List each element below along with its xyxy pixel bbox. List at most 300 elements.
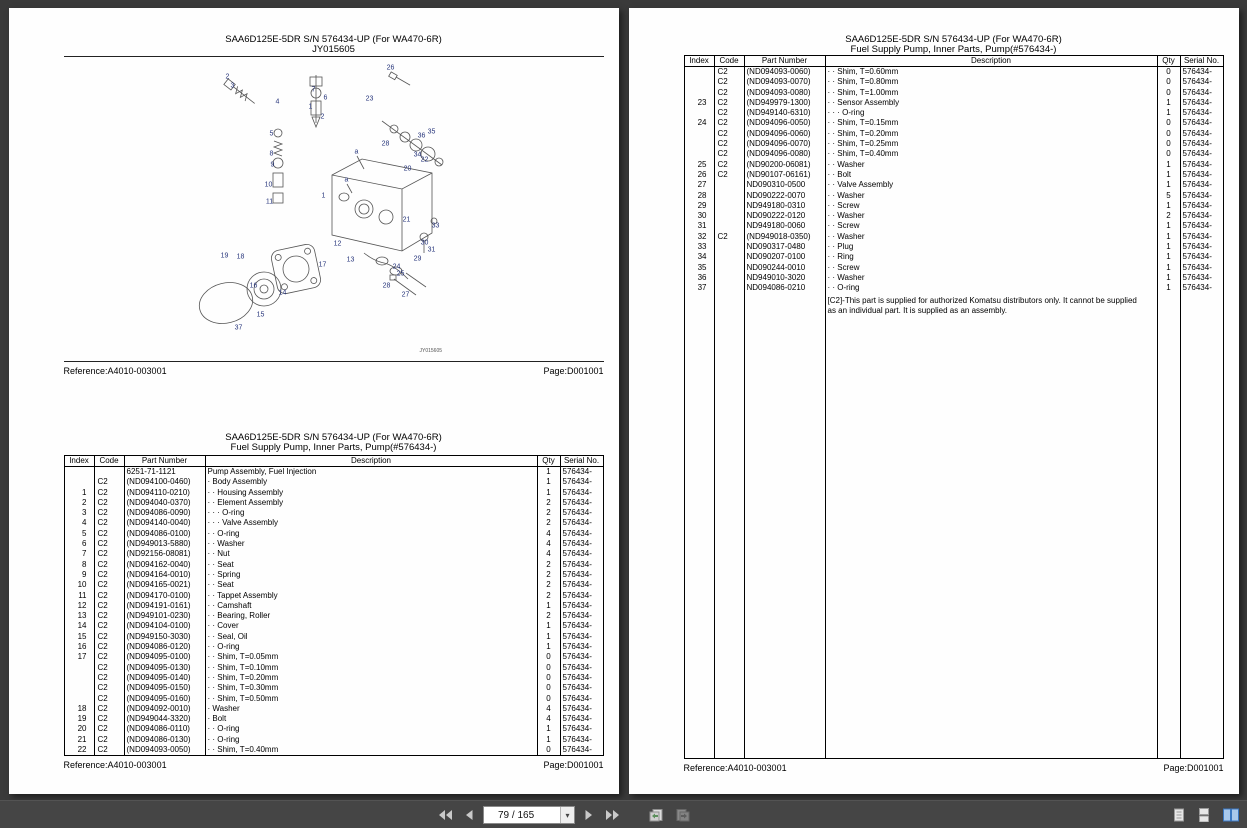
cell: 0 (537, 673, 560, 683)
cell: (ND90200-06081) (744, 160, 825, 170)
cell: 576434- (1180, 129, 1223, 139)
cell (685, 108, 714, 118)
cell: C2 (94, 621, 124, 631)
cell: C2 (714, 160, 744, 170)
table-row (685, 88, 1223, 98)
cell: (ND094086-0110) (124, 724, 205, 734)
table-row (65, 601, 603, 611)
cell: (ND094086-0100) (124, 529, 205, 539)
cell: 32 (697, 231, 707, 241)
cell: C2 (94, 508, 124, 518)
cell: 576434- (1180, 180, 1223, 190)
cell: 576434- (560, 467, 603, 477)
cell: 0 (537, 652, 560, 662)
diagram-callout: 3 (230, 82, 235, 90)
cell: 576434- (560, 488, 603, 498)
cell: 576434- (560, 498, 603, 508)
table-row (685, 283, 1223, 293)
cell: (ND094086-0130) (124, 735, 205, 745)
diagram-callout: 35 (427, 128, 436, 136)
cell: 14 (77, 621, 87, 631)
cell: · · Shim, T=0.30mm (205, 683, 537, 693)
cell: (ND094086-0120) (124, 642, 205, 652)
cell: · · Sensor Assembly (825, 98, 1157, 108)
cell: · · · O-ring (825, 108, 1157, 118)
figure-id-label: JY015605 (419, 348, 443, 354)
cell: · · Washer (825, 160, 1157, 170)
cell: 576434- (1180, 252, 1223, 262)
next-page-button[interactable] (582, 806, 596, 824)
cell (1180, 294, 1223, 319)
table-row (685, 139, 1223, 149)
table-body (685, 67, 1223, 294)
cell: 576434- (560, 477, 603, 487)
cell: 6 (82, 539, 87, 549)
cell (1157, 319, 1180, 758)
table-row (65, 694, 603, 704)
cell: 1 (1157, 160, 1180, 170)
table-row (65, 570, 603, 580)
diagram-callout: 27 (401, 291, 410, 299)
cell: · · Shim, T=0.50mm (205, 694, 537, 704)
table-row (685, 191, 1223, 201)
diagram-callout: 29 (413, 255, 422, 263)
cell: 2 (537, 508, 560, 518)
document-canvas (0, 8, 1247, 794)
cell: C2 (714, 139, 744, 149)
cell: 1 (537, 467, 560, 477)
cell: (ND094162-0040) (124, 560, 205, 570)
cell: 2 (537, 591, 560, 601)
cell: 6251-71-1121 (124, 467, 205, 477)
cell: C2 (94, 580, 124, 590)
cell: C2 (94, 735, 124, 745)
cell: 0 (1157, 129, 1180, 139)
cell (65, 477, 94, 487)
cell: 0 (1157, 67, 1180, 77)
cell: C2 (94, 601, 124, 611)
cell (714, 211, 744, 221)
cell: (ND094095-0100) (124, 652, 205, 662)
cell: C2 (714, 149, 744, 159)
pdf-page-right (629, 8, 1239, 794)
cell: 5 (1157, 191, 1180, 201)
cell (714, 180, 744, 190)
cell: · · Shim, T=0.05mm (205, 652, 537, 662)
cell: 4 (537, 704, 560, 714)
cell: (ND094093-0080) (744, 88, 825, 98)
page-number-combobox[interactable] (483, 806, 575, 824)
cell: 1 (537, 642, 560, 652)
cell: 11 (78, 590, 87, 600)
cell: 5 (82, 528, 87, 538)
reference-label: Reference:A4010-003001 (63, 760, 167, 771)
diagram-callout: 36 (417, 132, 426, 140)
parts-title: SAA6D125E-5DR S/N 576434-UP (For WA470-6R) (845, 34, 1062, 45)
table-body (65, 467, 603, 755)
cell: 1 (82, 487, 87, 497)
cell: (ND094093-0050) (124, 745, 205, 755)
cell: (ND094095-0130) (124, 663, 205, 673)
cell: · · Plug (825, 242, 1157, 252)
cell: 576434- (560, 539, 603, 549)
cell: · · Bearing, Roller (205, 611, 537, 621)
cell: · · Camshaft (205, 601, 537, 611)
diagram-callout: 2 (225, 73, 230, 81)
cell: 26 (697, 169, 707, 179)
table-row (65, 591, 603, 601)
cell: 1 (1157, 170, 1180, 180)
cell: 1 (1157, 221, 1180, 231)
cell: · · Seat (205, 580, 537, 590)
cell: (ND094104-0100) (124, 621, 205, 631)
header-cell: Qty (1157, 56, 1180, 67)
cell: 576434- (560, 652, 603, 662)
cell: C2 (94, 549, 124, 559)
cell (1180, 319, 1223, 758)
next-view-icon (675, 808, 691, 822)
cell: C2 (94, 498, 124, 508)
cell: C2 (94, 704, 124, 714)
cell: · · O-ring (205, 642, 537, 652)
cell: 13 (77, 611, 87, 621)
cell: · · Screw (825, 221, 1157, 231)
cell: (ND949150-3030) (124, 632, 205, 642)
diagram-callout: a (354, 148, 359, 156)
cell: 0 (1157, 88, 1180, 98)
exploded-diagram-drawing (64, 57, 604, 362)
cell: 2 (537, 580, 560, 590)
cell: · · Washer (825, 211, 1157, 221)
cell: 10 (77, 580, 87, 590)
cell: 576434- (560, 642, 603, 652)
viewer-toolbar (0, 800, 1247, 828)
facing-pages-view-icon (1223, 808, 1239, 822)
cell: (ND094164-0010) (124, 570, 205, 580)
diagram-callout: 9 (270, 161, 275, 169)
cell: C2 (94, 539, 124, 549)
cell: · · Seat (205, 560, 537, 570)
cell: 576434- (560, 560, 603, 570)
cell: (ND949101-0230) (124, 611, 205, 621)
cell: C2 (94, 694, 124, 704)
cell: (ND094095-0140) (124, 673, 205, 683)
cell: · Bolt (205, 714, 537, 724)
cell (685, 294, 714, 319)
cell: (ND094140-0040) (124, 518, 205, 528)
table-row (65, 673, 603, 683)
cell (685, 88, 714, 98)
cell: 1 (1157, 201, 1180, 211)
diagram-callout: 30 (420, 239, 429, 247)
parts-subtitle: Fuel Supply Pump, Inner Parts, Pump(#576434-) (850, 44, 1057, 55)
cell: 31 (697, 221, 707, 231)
cell: 576434- (1180, 67, 1223, 77)
cell: (ND949013-5880) (124, 539, 205, 549)
cell: 0 (1157, 77, 1180, 87)
cell: 576434- (1180, 283, 1223, 293)
cell: C2 (94, 518, 124, 528)
page-number-label: Page:D001001 (1163, 763, 1224, 773)
cell: 576434- (560, 683, 603, 693)
cell: · · Shim, T=0.80mm (825, 77, 1157, 87)
cell: C2 (714, 129, 744, 139)
previous-view-icon (648, 808, 664, 822)
cell: (ND949044-3320) (124, 714, 205, 724)
table-row (685, 221, 1223, 231)
cell: 1 (537, 477, 560, 487)
table-row (65, 704, 603, 714)
cell (714, 221, 744, 231)
cell (65, 694, 94, 704)
cell: 21 (77, 734, 87, 744)
cell: ND094086-0210 (744, 283, 825, 293)
cell: ND090244-0010 (744, 263, 825, 273)
table-row (65, 560, 603, 570)
diagram-callout: 31 (427, 246, 436, 254)
table-row (65, 714, 603, 724)
cell: 1 (537, 601, 560, 611)
table-row (65, 508, 603, 518)
cell: (ND094096-0050) (744, 118, 825, 128)
parts-table-right (684, 55, 1224, 759)
diagram-callout: 10 (264, 181, 273, 189)
cell: 576434- (560, 724, 603, 734)
cell: · Body Assembly (205, 477, 537, 487)
previous-page-button[interactable] (462, 806, 476, 824)
table-row (685, 67, 1223, 77)
cell (714, 252, 744, 262)
cell: ND090207-0100 (744, 252, 825, 262)
table-row (685, 108, 1223, 118)
cell: · · Shim, T=0.10mm (205, 663, 537, 673)
cell: (ND949140-6310) (744, 108, 825, 118)
cell: 4 (537, 549, 560, 559)
cell: ND090310-0500 (744, 180, 825, 190)
cell: 29 (697, 200, 707, 210)
cell: C2 (714, 118, 744, 128)
diagram-callout: 28 (382, 282, 391, 290)
cell: · Washer (205, 704, 537, 714)
single-page-view-button[interactable] (1171, 806, 1187, 824)
cell: 576434- (560, 601, 603, 611)
header-cell: Part Number (124, 456, 205, 467)
cell: 576434- (1180, 139, 1223, 149)
first-page-button[interactable] (436, 806, 455, 824)
reference-label: Reference:A4010-003001 (683, 763, 787, 773)
cell: 7 (82, 549, 87, 559)
cell: (ND094100-0460) (124, 477, 205, 487)
cell: 2 (537, 570, 560, 580)
cell: C2 (94, 714, 124, 724)
cell: · · Screw (825, 201, 1157, 211)
cell: · · Shim, T=0.25mm (825, 139, 1157, 149)
cell: 0 (1157, 118, 1180, 128)
cell: · · Nut (205, 549, 537, 559)
diagram-callout: 33 (431, 222, 440, 230)
table-row (685, 77, 1223, 87)
cell: C2 (94, 663, 124, 673)
diagram-callout: 7 (311, 86, 316, 94)
cell: · · Element Assembly (205, 498, 537, 508)
cell: 1 (1157, 263, 1180, 273)
cell (685, 129, 714, 139)
cell: C2 (94, 683, 124, 693)
cell (714, 191, 744, 201)
next-page-icon (584, 809, 594, 821)
cell: (ND094093-0070) (744, 77, 825, 87)
cell: C2 (94, 477, 124, 487)
cell: 576434- (560, 663, 603, 673)
cell: · · Cover (205, 621, 537, 631)
parts-title: SAA6D125E-5DR S/N 576434-UP (For WA470-6R) (225, 432, 442, 443)
pdf-page-left (9, 8, 619, 794)
cell: 1 (537, 735, 560, 745)
cell (714, 242, 744, 252)
cell: (ND094096-0080) (744, 149, 825, 159)
cell: 24 (697, 118, 707, 128)
cell: 576434- (560, 518, 603, 528)
table-row (65, 477, 603, 487)
diagram-callout: 19 (220, 252, 229, 260)
cell: (ND094092-0010) (124, 704, 205, 714)
diagram-callout: 25 (396, 270, 405, 278)
table-row (65, 580, 603, 590)
cell: Pump Assembly, Fuel Injection (205, 467, 537, 477)
diagram-callout: 16 (249, 282, 258, 290)
facing-pages-view-button[interactable] (1221, 806, 1241, 824)
diagram-callout: 8 (269, 150, 274, 158)
cell: 1 (1157, 108, 1180, 118)
cell: 1 (537, 724, 560, 734)
cell: 576434- (560, 714, 603, 724)
combo-dropdown-arrow-icon[interactable]: ▾ (560, 807, 574, 823)
cell: 4 (537, 539, 560, 549)
cell: 0 (1157, 149, 1180, 159)
cell: 9 (82, 569, 87, 579)
cell (744, 294, 825, 319)
cell: 3 (82, 508, 87, 518)
table-row (65, 539, 603, 549)
cell: 15 (77, 631, 87, 641)
cell: 20 (77, 724, 87, 734)
cell: · · Shim, T=0.20mm (825, 129, 1157, 139)
cell: 2 (82, 497, 87, 507)
cell (714, 319, 744, 758)
cell: C2 (94, 632, 124, 642)
cell: (ND094093-0060) (744, 67, 825, 77)
cell: 4 (537, 529, 560, 539)
cell: 576434- (560, 570, 603, 580)
cell: C2 (714, 232, 744, 242)
cell: 17 (77, 652, 87, 662)
cell: C2 (94, 673, 124, 683)
cell: C2 (714, 67, 744, 77)
cell: 1 (1157, 242, 1180, 252)
diagram-callout: 5 (269, 130, 274, 138)
distributor-note: [C2]-This part is supplied for authorized Komatsu distributors only. It cannot be supplied as an individual part. It is supplied as an assembly. (825, 294, 1157, 319)
table-row (65, 518, 603, 528)
table-row (65, 467, 603, 477)
diagram-callout: 12 (333, 240, 342, 248)
header-cell: Serial No. (560, 456, 603, 467)
cell: 576434- (560, 745, 603, 755)
cell: 1 (1157, 232, 1180, 242)
cell: 19 (77, 714, 87, 724)
continuous-view-icon (1198, 808, 1210, 822)
parts-subtitle: Fuel Supply Pump, Inner Parts, Pump(#576434-) (230, 442, 437, 453)
cell: ND090317-0480 (744, 242, 825, 252)
diagram-callout: 13 (346, 256, 355, 264)
diagram-callout: 20 (403, 165, 412, 173)
next-view-button[interactable] (673, 806, 693, 824)
cell: 576434- (1180, 98, 1223, 108)
cell: 34 (697, 252, 707, 262)
table-row (65, 745, 603, 755)
cell: 576434- (560, 580, 603, 590)
cell: 576434- (560, 621, 603, 631)
continuous-view-button[interactable] (1196, 806, 1212, 824)
cell: · · Bolt (825, 170, 1157, 180)
cell (685, 139, 714, 149)
table-row (65, 529, 603, 539)
cell: 576434- (560, 673, 603, 683)
cell: ND949180-0060 (744, 221, 825, 231)
header-cell: Qty (537, 456, 560, 467)
cell: 8 (82, 559, 87, 569)
last-page-icon (605, 809, 620, 821)
cell: 576434- (1180, 273, 1223, 283)
cell (744, 319, 825, 758)
cell (714, 273, 744, 283)
diagram-callout: 34 (413, 151, 422, 159)
cell: · · Shim, T=1.00mm (825, 88, 1157, 98)
cell: · · Washer (825, 273, 1157, 283)
table-row (685, 252, 1223, 262)
table-row (65, 652, 603, 662)
table-row (685, 170, 1223, 180)
diagram-callout: 11 (265, 198, 274, 206)
table-header-row (685, 56, 1223, 67)
cell: C2 (94, 570, 124, 580)
cell: · · Valve Assembly (825, 180, 1157, 190)
diagram-callout: a (344, 176, 349, 184)
cell: (ND094040-0370) (124, 498, 205, 508)
cell: · · Housing Assembly (205, 488, 537, 498)
cell: (ND094086-0090) (124, 508, 205, 518)
cell: (ND094165-0021) (124, 580, 205, 590)
cell: 1 (537, 488, 560, 498)
table-row (65, 549, 603, 559)
last-page-button[interactable] (603, 806, 622, 824)
header-cell: Description (205, 456, 537, 467)
diagram-callout: 24 (392, 263, 401, 271)
cell: 2 (1157, 211, 1180, 221)
single-page-view-icon (1173, 808, 1185, 822)
table-row (65, 663, 603, 673)
table-row (685, 232, 1223, 242)
table-row (685, 211, 1223, 221)
cell: 27 (697, 180, 707, 190)
cell: 576434- (1180, 88, 1223, 98)
cell: 12 (77, 600, 87, 610)
previous-view-button[interactable] (646, 806, 666, 824)
cell: · · Seal, Oil (205, 632, 537, 642)
cell: (ND949979-1300) (744, 98, 825, 108)
cell: 576434- (560, 591, 603, 601)
cell: ND090222-0070 (744, 191, 825, 201)
cell: · · Shim, T=0.40mm (205, 745, 537, 755)
